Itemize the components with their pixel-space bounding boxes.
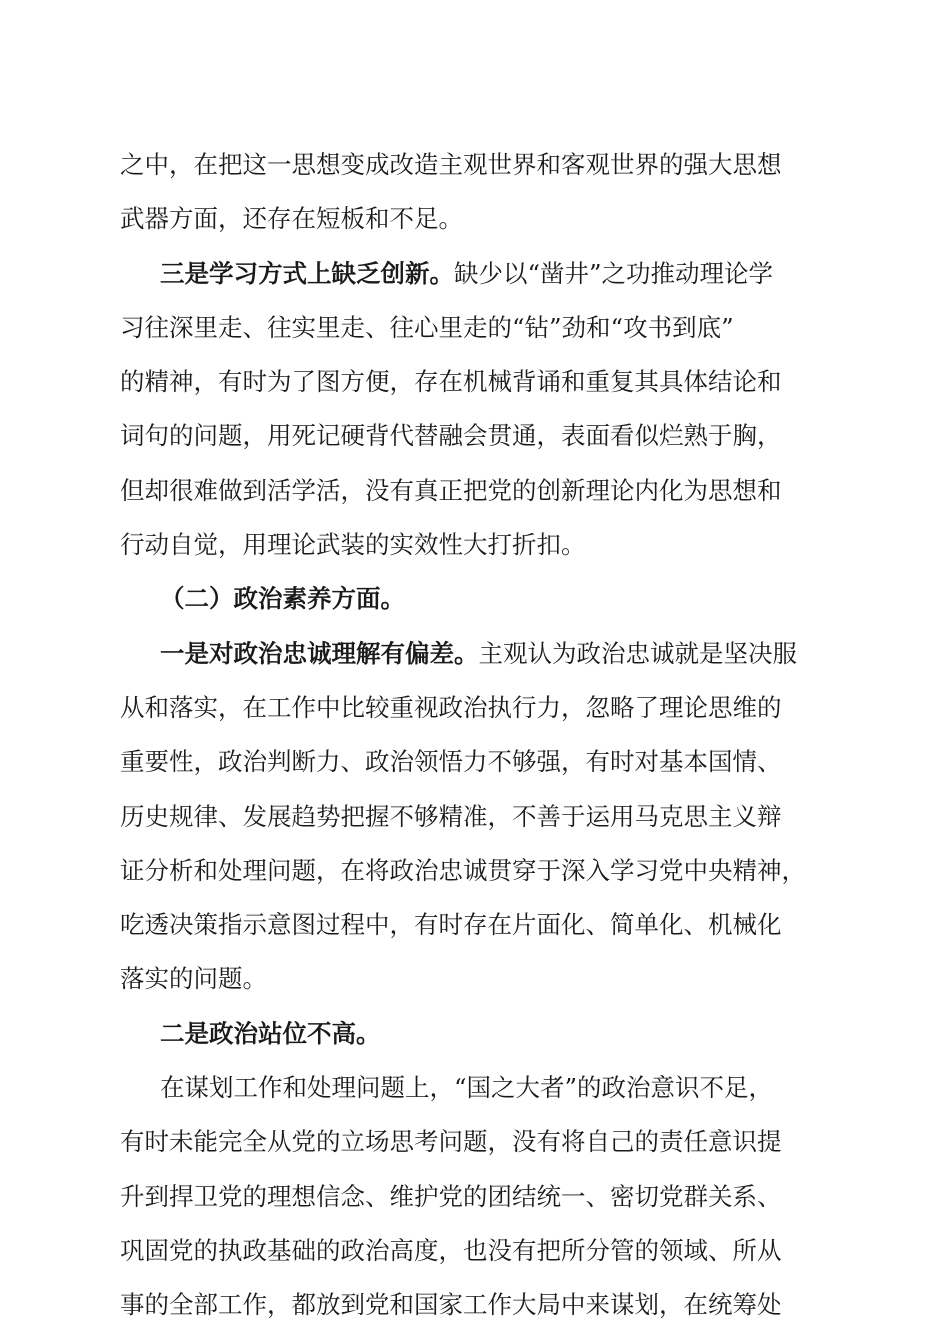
text-line	[120, 681, 830, 735]
text-run: 重要性，政治判断力、政治领悟力不够强，有时对基本国情、	[120, 747, 782, 777]
text-run: 主观认为政治忠诚就是坚决服	[478, 638, 797, 668]
text-run: 行动自觉，用理论武装的实效性大打折扣。	[120, 530, 586, 560]
text-line	[120, 1115, 830, 1169]
text-line	[120, 1170, 830, 1224]
text-run: 升到捍卫党的理想信念、维护党的团结统一、密切党群关系、	[120, 1181, 782, 1211]
text-line	[120, 301, 830, 355]
bold-heading-run: 一是对政治忠诚理解有偏差。	[160, 638, 479, 668]
text-run: 有时未能完全从党的立场思考问题，没有将自己的责任意识提	[120, 1127, 782, 1157]
text-line	[120, 192, 830, 246]
text-line	[120, 409, 830, 463]
text-run: 之中，在把这一思想变成改造主观世界和客观世界的强大思想	[120, 150, 782, 179]
text-line	[120, 844, 830, 898]
text-run: 落实的问题。	[120, 964, 267, 994]
text-run: 历史规律、发展趋势把握不够精准，不善于运用马克思主义辩	[120, 801, 782, 831]
text-line	[120, 952, 830, 1006]
text-run: 吃透决策指示意图过程中，有时存在片面化、简单化、机械化	[120, 910, 782, 940]
text-run: 事的全部工作，都放到党和国家工作大局中来谋划，在统筹处	[120, 1290, 782, 1320]
text-line	[120, 1007, 830, 1061]
text-line	[120, 898, 830, 952]
text-run: 缺少以“凿井”之功推动理论学	[454, 258, 774, 288]
text-line	[120, 735, 830, 789]
bold-heading-run: 三是学习方式上缺乏创新。	[160, 258, 454, 288]
text-run: 的精神，有时为了图方便，存在机械背诵和重复其具体结论和	[120, 367, 782, 397]
text-line	[120, 627, 830, 681]
text-run: 巩固党的执政基础的政治高度，也没有把所分管的领域、所从	[120, 1235, 782, 1265]
text-run: 习往深里走、往实里走、往心里走的“钻”劲和“攻书到底”	[120, 312, 734, 342]
bold-heading-run: 二是政治站位不高。	[160, 1018, 381, 1048]
text-line	[120, 1224, 830, 1278]
text-line	[120, 138, 830, 192]
text-run: 从和落实，在工作中比较重视政治执行力，忽略了理论思维的	[120, 692, 782, 722]
text-run: 词句的问题，用死记硬背代替融会贯通，表面看似烂熟于胸，	[120, 421, 782, 451]
text-run: 在谋划工作和处理问题上，“国之大者”的政治意识不足，	[160, 1073, 774, 1103]
bold-heading-run: （二）政治素养方面。	[160, 584, 405, 614]
text-run: 证分析和处理问题，在将政治忠诚贯穿于深入学习党中央精神，	[120, 855, 806, 885]
document-body	[120, 138, 830, 1333]
text-run: 武器方面，还存在短板和不足。	[120, 204, 463, 234]
text-line	[120, 1061, 830, 1115]
text-line	[120, 247, 830, 301]
text-run: 但却很难做到活学活，没有真正把党的创新理论内化为思想和	[120, 475, 782, 505]
text-line	[120, 464, 830, 518]
text-line	[120, 572, 830, 626]
text-line	[120, 518, 830, 572]
text-line	[120, 1278, 830, 1332]
text-line	[120, 790, 830, 844]
text-line	[120, 355, 830, 409]
